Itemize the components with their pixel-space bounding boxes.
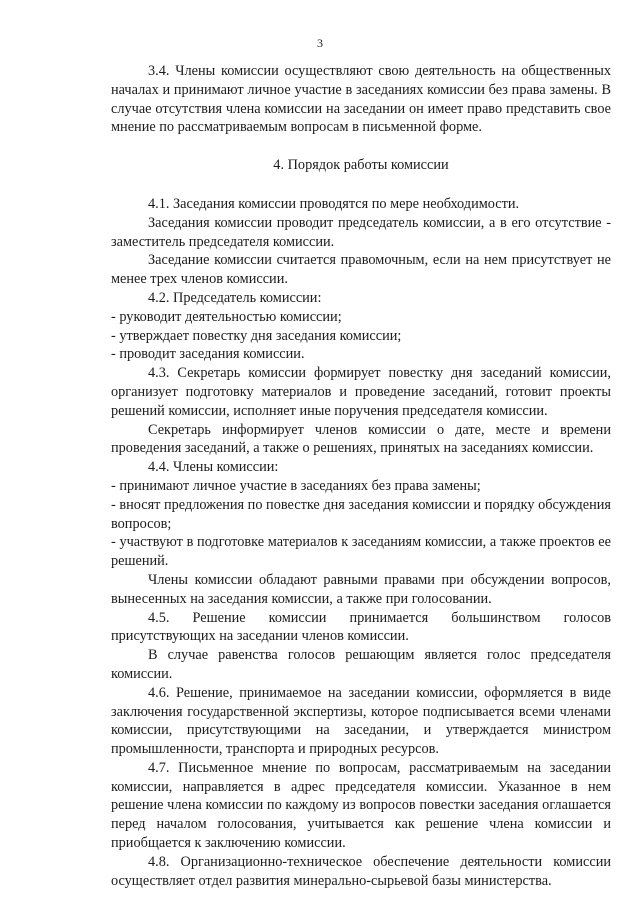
paragraph: Члены комиссии обладают равными правами при обсуждении вопросов, вынесенных на заседания комиссии, а также при голосовании. <box>111 571 611 607</box>
paragraph-4-3: 4.3. Секретарь комиссии формирует повестку дня заседаний комиссии, организует подготовку материалов и проведение заседаний, готовит проекты решений комиссии, исполняет иные поручения председателя комиссии. <box>111 365 611 419</box>
paragraph-4-2: 4.2. Председатель комиссии: <box>148 289 322 306</box>
paragraph-4-1: 4.1. Заседания комиссии проводятся по мере необходимости. <box>148 195 520 212</box>
paragraph-4-4: 4.4. Члены комиссии: <box>148 459 279 476</box>
paragraph-3-4: 3.4. Члены комиссии осуществляют свою деятельность на общественных началах и принимают личное участие в заседаниях комиссии без права замены. В случае отсутствия члена комиссии на заседании он имеет право представить свое мнение по рассматриваемым вопросам в письменной форме. <box>111 63 611 136</box>
list-item: - проводит заседания комиссии. <box>111 346 305 363</box>
list-item: - участвуют в подготовке материалов к заседаниям комиссии, а также проектов ее решений. <box>111 534 611 570</box>
document-body <box>111 62 611 890</box>
section-title: 4. Порядок работы комиссии <box>273 157 449 174</box>
list-item: - руководит деятельностью комиссии; <box>111 308 342 325</box>
paragraph-4-6: 4.6. Решение, принимаемое на заседании комиссии, оформляется в виде заключения государственной экспертизы, которое подписывается всеми членами комиссии, присутствующими на заседании, и утверждается министром промышленности, транспорта и природных ресурсов. <box>111 684 611 758</box>
page-number: 3 <box>317 36 323 50</box>
paragraph-4-7: 4.7. Письменное мнение по вопросам, рассматриваемым на заседании комиссии, направляется в адрес председателя комиссии. Указанное в нем решение члена комиссии по каждому из вопросов повестки заседания оглашается перед началом голосования, учитывается как решение члена комиссии и приобщается к заключению комиссии. <box>111 759 611 852</box>
list-item: - утверждает повестку дня заседания комиссии; <box>111 327 402 344</box>
paragraph-4-8: 4.8. Организационно-техническое обеспечение деятельности комиссии осуществляет отдел развития минерально-сырьевой базы министерства. <box>111 853 611 889</box>
list-item: - вносят предложения по повестке дня заседания комиссии и порядку обсуждения вопросов; <box>111 496 611 532</box>
paragraph: Заседание комиссии считается правомочным, если на нем присутствует не менее трех членов комиссии. <box>111 252 611 288</box>
paragraph-4-5: 4.5. Решение комиссии принимается большинством голосов присутствующих на заседании членов комиссии. <box>111 609 611 645</box>
list-item: - принимают личное участие в заседаниях без права замены; <box>111 477 481 494</box>
paragraph: Заседания комиссии проводит председатель комиссии, а в его отсутствие - заместитель председателя комиссии. <box>111 214 611 250</box>
paragraph: Секретарь информирует членов комиссии о дате, месте и времени проведения заседаний, а также о решениях, принятых на заседаниях комиссии. <box>111 421 611 457</box>
paragraph: В случае равенства голосов решающим является голос председателя комиссии. <box>111 647 611 682</box>
